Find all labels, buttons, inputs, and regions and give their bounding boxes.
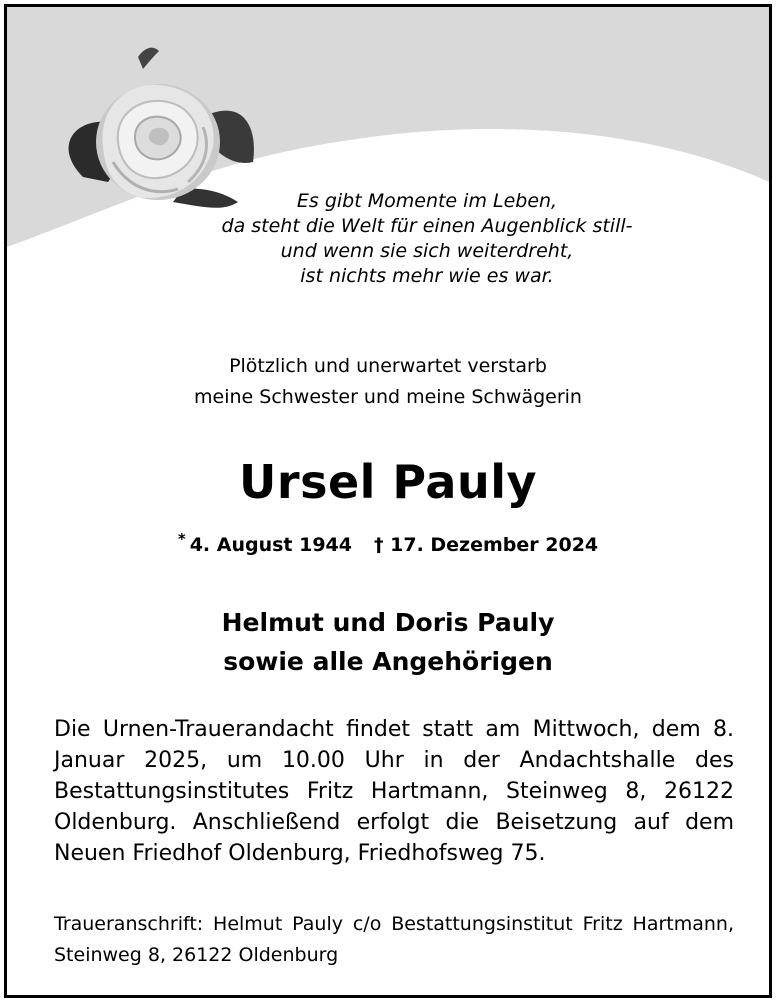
intro-line: Plötzlich und unerwartet verstarb: [229, 355, 547, 377]
poem: [127, 189, 727, 289]
birth-date: 4. August 1944: [189, 534, 352, 556]
life-dates: [7, 530, 769, 556]
deceased-name: Ursel Pauly: [239, 455, 537, 509]
poem-line: da steht die Welt für einen Augenblick still-: [221, 215, 633, 237]
intro-line: meine Schwester und meine Schwägerin: [194, 386, 582, 408]
poem-line: und wenn sie sich weiterdreht,: [280, 240, 574, 262]
intro-text: [7, 351, 769, 413]
mourners: [7, 603, 769, 681]
birth-symbol: *: [177, 530, 186, 548]
poem-line: Es gibt Momente im Leben,: [296, 190, 558, 212]
mourners-line: sowie alle Angehörigen: [223, 647, 553, 676]
poem-line: ist nichts mehr wie es war.: [300, 265, 554, 287]
condolence-address: Traueranschrift: Helmut Pauly c/o Bestattungsinstitut Fritz Hartmann, Steinweg 8, 26122 Oldenburg: [54, 913, 734, 966]
obituary-frame: [4, 4, 772, 998]
death-date: 17. Dezember 2024: [390, 534, 599, 556]
death-symbol: †: [374, 534, 384, 556]
service-announcement: Die Urnen-Trauerandacht findet statt am Mittwoch, dem 8. Januar 2025, um 10.00 Uhr in der Andachtshalle des Bestattungsinstitutes Fritz Hartmann, Steinweg 8, 26122 Oldenburg. Anschließend erfolgt die Beisetzung auf dem Neuen Friedhof Oldenburg, Friedhofsweg 75.: [54, 717, 734, 866]
mourners-line: Helmut und Doris Pauly: [221, 608, 555, 637]
